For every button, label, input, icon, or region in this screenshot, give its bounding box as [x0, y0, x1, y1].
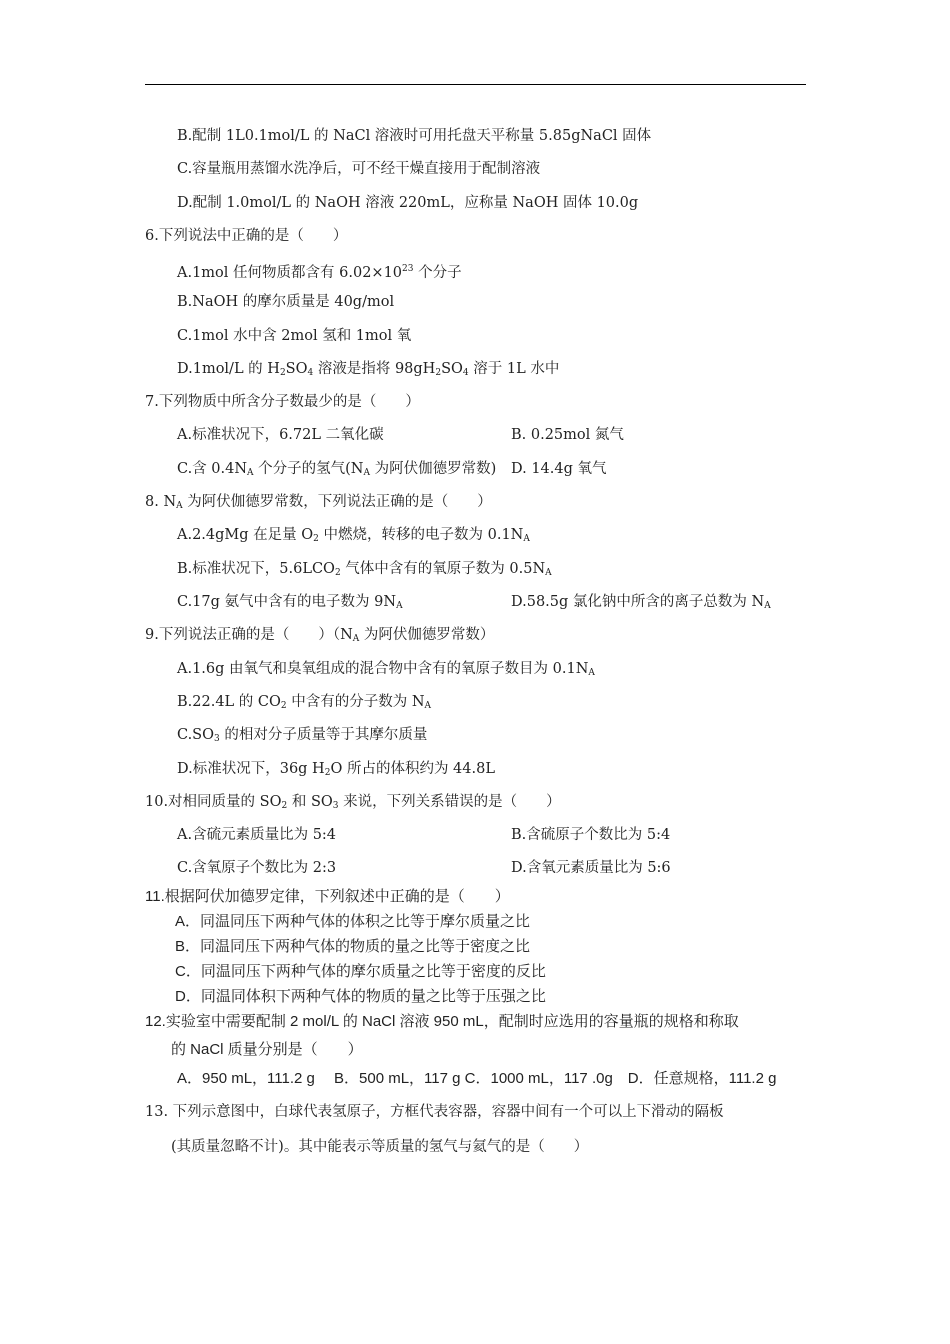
- q6-option-d: D.1mol/L 的 $H_2SO_4$ 溶液是指将 $98gH_2SO_4$ 溶于 1L 水中: [177, 361, 560, 378]
- q11-option-d: D．同温同体积下两种气体的物质的量之比等于压强之比: [175, 988, 546, 1005]
- q6-option-a: A.1mol 任何物质都含有 $6.02\times 10^{23}$ 个分子: [177, 264, 462, 281]
- q5-option-c: C.容量瓶用蒸馏水洗净后，可不经干燥直接用于配制溶液: [177, 161, 541, 177]
- q6-option-c: C.1mol 水中含 2mol 氢和 1mol 氧: [177, 328, 412, 344]
- q5-option-d: D.配制 1.0mol/L 的 NaOH 溶液 220mL，应称量 NaOH 固体 10.0g: [177, 195, 639, 211]
- q12-options: A．950 mL，111.2 g B．500 mL，117 g C．1000 mL，117 .0g D．任意规格，111.2 g: [177, 1070, 777, 1087]
- q9-option-b: B.22.4L 的 $CO_2$ 中含有的分子数为 $N_A$: [177, 694, 432, 711]
- q10-option-d: D.含氧元素质量比为 5:6: [511, 860, 671, 876]
- q9-stem: 9.下列说法正确的是（ ）（$N_A$ 为阿伏伽德罗常数）: [145, 627, 495, 644]
- q11-option-b: B．同温同压下两种气体的物质的量之比等于密度之比: [175, 938, 531, 955]
- q12-stem-line1: 12.实验室中需要配制 2 mol/L 的 NaCl 溶液 950 mL，配制时应选用的容量瓶的规格和称取: [145, 1013, 739, 1030]
- q8-option-a: A.2.4gMg 在足量 $O_2$ 中燃烧，转移的电子数为 $0.1N_A$: [177, 527, 530, 544]
- q11-option-c: C．同温同压下两种气体的摩尔质量之比等于密度的反比: [175, 963, 546, 980]
- q7-option-c: C.含 $0.4N_A$ 个分子的氢气($N_A$ 为阿伏伽德罗常数): [177, 461, 497, 478]
- q11-stem: 11.根据阿伏加德罗定律，下列叙述中正确的是（ ）: [145, 888, 510, 905]
- q6-option-b: B.NaOH 的摩尔质量是 40g/mol: [177, 294, 395, 310]
- q10-option-b: B.含硫原子个数比为 5:4: [511, 827, 671, 843]
- header-rule: [145, 84, 806, 85]
- q10-option-a: A.含硫元素质量比为 5:4: [177, 827, 337, 843]
- q13-stem-line2: (其质量忽略不计)。其中能表示等质量的氢气与氦气的是（ ）: [171, 1139, 589, 1155]
- q6-stem: 6.下列说法中正确的是（ ）: [145, 228, 348, 244]
- q9-option-d: D.标准状况下，36g $H_2O$ 所占的体积约为 44.8L: [177, 761, 495, 778]
- q9-option-c: $C.SO_3$ 的相对分子质量等于其摩尔质量: [177, 727, 428, 744]
- q8-option-b: B.标准状况下，$5.6LCO_2$ 气体中含有的氧原子数为 $0.5N_A$: [177, 561, 552, 578]
- q7-stem: 7.下列物质中所含分子数最少的是（ ）: [145, 394, 420, 410]
- q8-option-d: D.58.5g 氯化钠中所含的离子总数为 $N_A$: [511, 594, 771, 611]
- q7-option-d: D. 14.4g 氧气: [511, 461, 607, 477]
- q11-option-a: A．同温同压下两种气体的体积之比等于摩尔质量之比: [175, 913, 531, 930]
- q10-stem: 10.对相同质量的 $SO_2$ 和 $SO_3$ 来说，下列关系错误的是（ ）: [145, 794, 561, 811]
- q7-option-a: A.标准状况下，6.72L 二氧化碳: [177, 427, 384, 443]
- q13-stem-line1: 13. 下列示意图中，白球代表氢原子，方框代表容器，容器中间有一个可以上下滑动的隔板: [145, 1104, 724, 1120]
- q8-option-c: C.17g 氨气中含有的电子数为 $9N_A$: [177, 594, 403, 611]
- q5-option-b: B.配制 1L0.1mol/L 的 NaCl 溶液时可用托盘天平称量 5.85gNaCl 固体: [177, 128, 652, 144]
- q9-option-a: A.1.6g 由氧气和臭氧组成的混合物中含有的氧原子数目为 $0.1N_A$: [177, 661, 595, 678]
- q10-option-c: C.含氧原子个数比为 2:3: [177, 860, 337, 876]
- q7-option-b: B. 0.25mol 氮气: [511, 427, 624, 443]
- q8-stem: 8. $N_A$ 为阿伏伽德罗常数，下列说法正确的是（ ）: [145, 494, 492, 511]
- q12-stem-line2: 的 NaCl 质量分别是（ ）: [171, 1041, 363, 1058]
